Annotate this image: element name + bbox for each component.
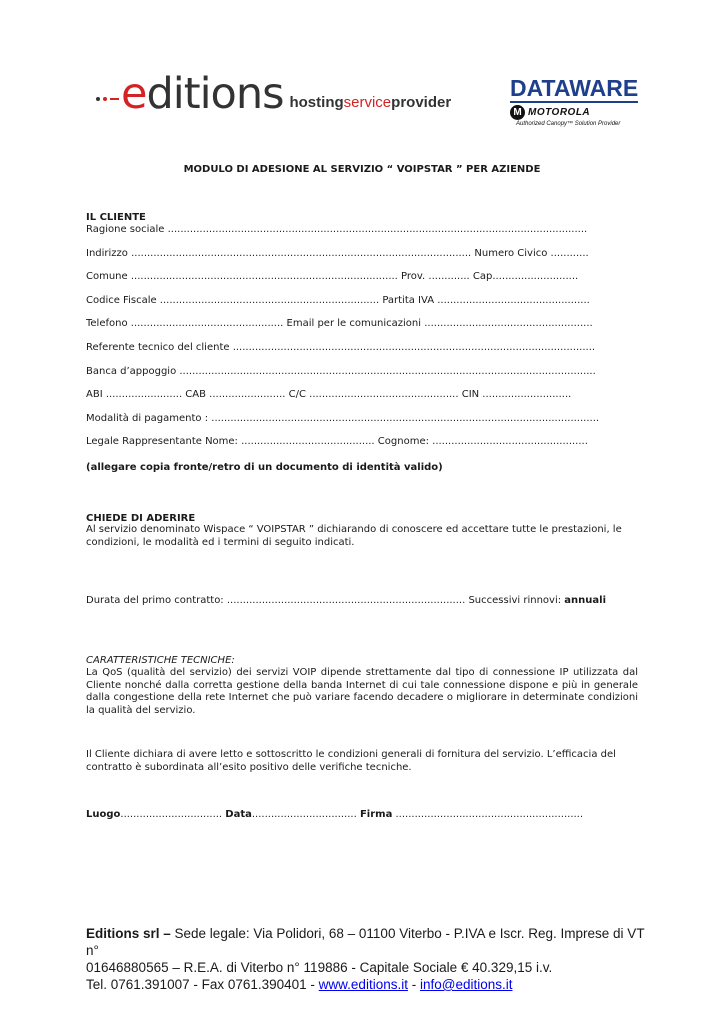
dichiarazione-text: Il Cliente dichiara di avere letto e sottoscritto le condizioni generali di fornitura del servizio. L’efficacia del contratto è subordinata all’esito positivo delle verifiche tecniche. (86, 749, 616, 773)
documento-note: (allegare copia fronte/retro di un documento di identità valido) (86, 462, 443, 473)
motorola-icon: M (510, 105, 525, 120)
field-modalita-pagamento[interactable]: Modalità di pagamento : .......................................................................................................................... (86, 413, 600, 424)
firma-field[interactable]: ........................................................... (392, 809, 584, 820)
logo-wordmark: ditions (146, 69, 284, 119)
field-referente-tecnico[interactable]: Referente tecnico del cliente .................................................................................................................. (86, 342, 596, 353)
field-codice-fiscale[interactable]: Codice Fiscale ..................................................................... Partita IVA ................................................ (86, 295, 590, 306)
footer-line-3: Tel. 0761.391007 - Fax 0761.390401 - www.editions.it - info@editions.it (86, 977, 513, 992)
field-indirizzo[interactable]: Indirizzo ........................................................................................................... Numero Civico ............ (86, 248, 589, 259)
footer-company: Editions srl – (86, 926, 175, 941)
field-banca[interactable]: Banca d’appoggio ................................................................................................................................... (86, 366, 596, 377)
email-link[interactable]: info@editions.it (419, 977, 513, 992)
luogo-field[interactable]: ................................ (120, 809, 226, 820)
luogo-label: Luogo (86, 809, 121, 820)
chiede-heading: CHIEDE DI ADERIRE (86, 513, 196, 524)
footer (86, 925, 646, 993)
logo-tagline: hostingserviceprovider (289, 94, 452, 111)
form-title: MODULO DI ADESIONE AL SERVIZIO “ VOIPSTAR ” PER AZIENDE (183, 164, 541, 175)
data-label: Data (225, 809, 252, 820)
dataware-subtitle: Authorized Canopy™ Solution Provider (516, 121, 621, 127)
field-legale-rappresentante[interactable]: Legale Rappresentante Nome: .......................................... Cognome: ................................................. (86, 436, 588, 447)
field-ragione-sociale[interactable]: Ragione sociale .................................................................................................................................... (86, 224, 588, 235)
logo-letter-e: e (121, 69, 147, 119)
logo-dots-icon (96, 97, 119, 101)
caratteristiche-heading: CARATTERISTICHE TECNICHE: (86, 655, 235, 666)
firma-label: Firma (359, 809, 393, 820)
field-comune[interactable]: Comune .................................................................................... Prov. ............. Cap........................... (86, 271, 579, 282)
dataware-logo (510, 76, 642, 127)
motorola-wordmark: MOTOROLA (528, 107, 591, 118)
chiede-text: Al servizio denominato Wispace “ VOIPSTAR ” dichiarando di conoscere ed accettare tutte le prestazioni, le condizioni, le modalità ed i termini di seguito indicati. (86, 524, 622, 548)
field-telefono[interactable]: Telefono ................................................ Email per le comunicazioni ..................................................... (86, 318, 593, 329)
caratteristiche-text: La QoS (qualità del servizio) dei servizi VOIP dipende strettamente dal tipo di connessione IP utilizzata dal Cliente nonché dalla corretta gestione della banda Internet di cui tale connessione dispone e più in generale dalla congestione della rete Internet che può variare facendo decadere o migliorare in determinate condizioni la qualità del servizio. (86, 667, 638, 716)
data-field[interactable]: ................................. (251, 809, 360, 820)
dataware-wordmark: DATAWARE (510, 75, 639, 101)
editions-logo (96, 69, 452, 119)
footer-line-2: 01646880565 – R.E.A. di Viterbo n° 119886 - Capitale Sociale € 40.329,15 i.v. (86, 960, 553, 975)
rinnovi-value: annuali (564, 595, 606, 606)
field-abi-cab-cc-cin[interactable]: ABI ........................ CAB ........................ C/C ............................................... CIN ............................ (86, 389, 572, 400)
dataware-rule (510, 101, 638, 103)
footer-line-1: Editions srl – Sede legale: Via Polidori, 68 – 01100 Viterbo - P.IVA e Iscr. Reg. Imprese di VT n° (86, 926, 645, 958)
field-durata-contratto[interactable]: Durata del primo contratto: ........................................................................... Successivi rinnovi: annuali (86, 595, 606, 606)
website-link[interactable]: www.editions.it (318, 977, 408, 992)
cliente-heading: IL CLIENTE (86, 212, 146, 223)
signature-row[interactable] (86, 809, 638, 820)
